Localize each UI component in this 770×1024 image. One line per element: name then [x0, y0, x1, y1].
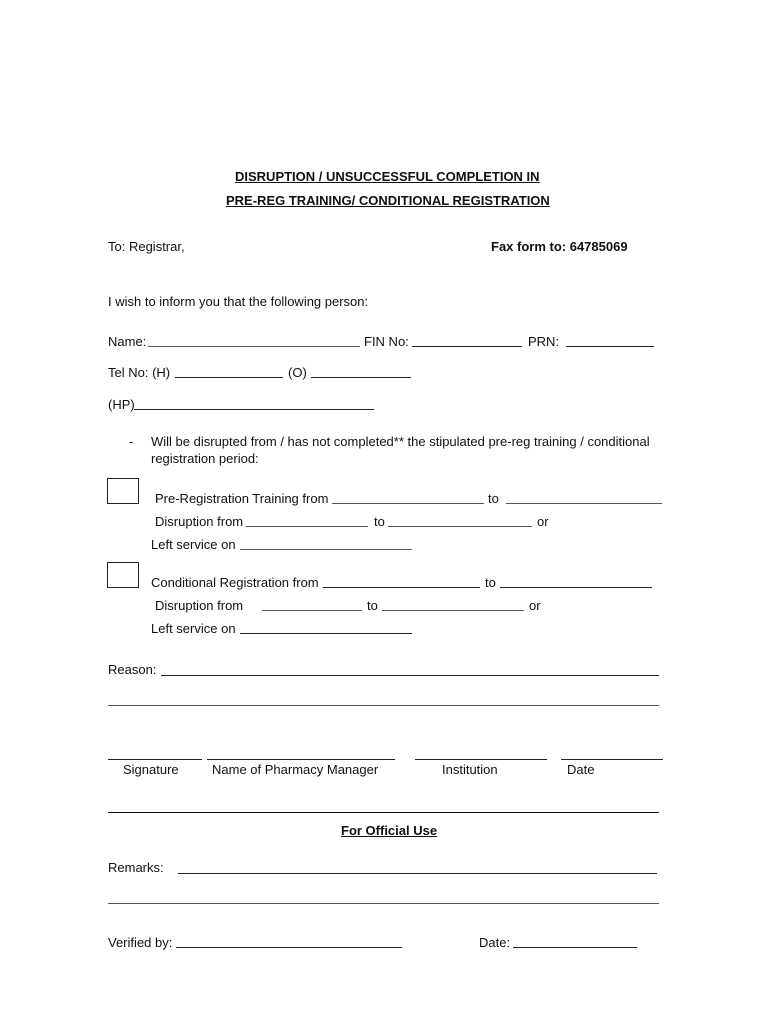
verified-field[interactable]: [176, 947, 402, 948]
prereg-checkbox[interactable]: [107, 478, 139, 504]
conditional-from-label: Conditional Registration from: [151, 575, 319, 590]
prn-label: PRN:: [528, 334, 560, 349]
form-title-line1: DISRUPTION / UNSUCCESSFUL COMPLETION IN: [235, 169, 540, 184]
manager-name-line[interactable]: [207, 759, 395, 760]
official-date-label: Date:: [479, 935, 511, 950]
prereg-to-label: to: [488, 491, 499, 506]
tel-office-field[interactable]: [311, 377, 411, 378]
official-date-field[interactable]: [513, 947, 637, 948]
conditional-to-field[interactable]: [500, 587, 652, 588]
reason-field-line2[interactable]: [108, 705, 659, 706]
date-label: Date: [567, 762, 595, 777]
conditional-left-label: Left service on: [151, 621, 236, 636]
conditional-or-label: or: [529, 598, 541, 613]
conditional-to-label: to: [485, 575, 496, 590]
prereg-disruption-label: Disruption from: [155, 514, 244, 529]
hp-field[interactable]: [134, 409, 374, 410]
addressee: To: Registrar,: [108, 239, 185, 254]
remarks-label: Remarks:: [108, 860, 164, 875]
signature-line[interactable]: [108, 759, 202, 760]
prereg-disruption-to-field[interactable]: [388, 526, 532, 527]
conditional-left-field[interactable]: [240, 633, 412, 634]
name-label: Name:: [108, 334, 147, 349]
statement-line2: registration period:: [151, 451, 259, 466]
conditional-disruption-to-label: to: [367, 598, 378, 613]
prereg-disruption-to-label: to: [374, 514, 385, 529]
reason-label: Reason:: [108, 662, 157, 677]
tel-home-field[interactable]: [175, 377, 283, 378]
name-field[interactable]: [148, 346, 360, 347]
signature-label: Signature: [123, 762, 179, 777]
fin-field[interactable]: [412, 346, 522, 347]
conditional-disruption-from-field[interactable]: [262, 610, 362, 611]
institution-line[interactable]: [415, 759, 547, 760]
manager-name-label: Name of Pharmacy Manager: [212, 762, 379, 777]
prereg-or-label: or: [537, 514, 549, 529]
prereg-to-field[interactable]: [506, 503, 662, 504]
remarks-field-line1[interactable]: [178, 873, 657, 874]
tel-home-label: Tel No: (H): [108, 365, 171, 380]
conditional-disruption-label: Disruption from: [155, 598, 244, 613]
fin-label: FIN No:: [364, 334, 409, 349]
fax-number: Fax form to: 64785069: [491, 239, 628, 254]
prn-field[interactable]: [566, 346, 654, 347]
conditional-from-field[interactable]: [323, 587, 480, 588]
date-line[interactable]: [561, 759, 663, 760]
prereg-left-label: Left service on: [151, 537, 236, 552]
prereg-from-label: Pre-Registration Training from: [155, 491, 329, 506]
form-title-line2: PRE-REG TRAINING/ CONDITIONAL REGISTRATION: [226, 193, 550, 208]
hp-label: (HP): [108, 397, 135, 412]
intro-text: I wish to inform you that the following person:: [108, 294, 369, 309]
reason-field-line1[interactable]: [161, 675, 659, 676]
conditional-disruption-to-field[interactable]: [382, 610, 524, 611]
statement-dash: -: [129, 434, 134, 449]
remarks-field-line2[interactable]: [108, 903, 659, 904]
prereg-from-field[interactable]: [332, 503, 484, 504]
tel-office-label: (O): [288, 365, 307, 380]
conditional-checkbox[interactable]: [107, 562, 139, 588]
official-divider: [108, 812, 659, 813]
prereg-disruption-from-field[interactable]: [246, 526, 368, 527]
prereg-left-field[interactable]: [240, 549, 412, 550]
institution-label: Institution: [442, 762, 498, 777]
official-heading: For Official Use: [341, 823, 438, 838]
statement-line1: Will be disrupted from / has not completed** the stipulated pre-reg training / conditional: [151, 434, 650, 449]
verified-label: Verified by:: [108, 935, 173, 950]
